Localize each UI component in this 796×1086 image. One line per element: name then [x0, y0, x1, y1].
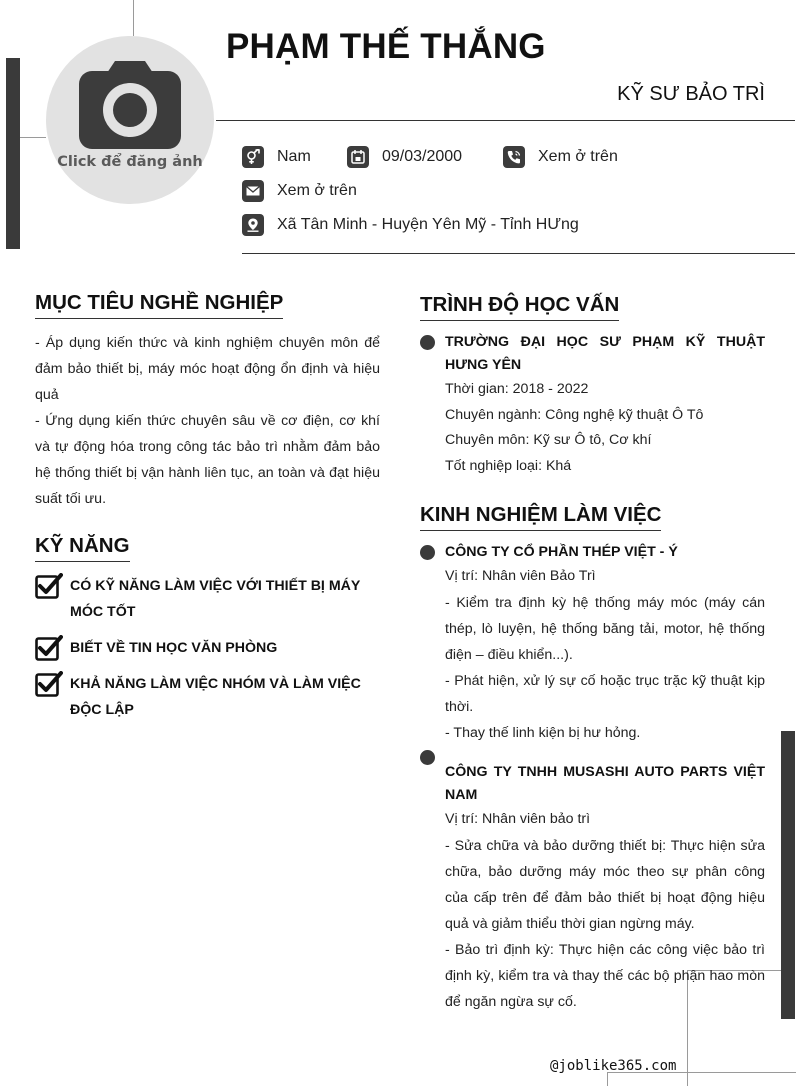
skill-item [35, 573, 380, 625]
candidate-name: PHẠM THẾ THẮNG [226, 27, 546, 66]
contact-phone [503, 146, 618, 168]
checkbox-icon [35, 671, 63, 697]
experience-title: KINH NGHIỆM LÀM VIỆC [420, 503, 661, 531]
skill-text: KHẢ NĂNG LÀM VIỆC NHÓM VÀ LÀM VIỆC ĐỘC LẬP [70, 676, 361, 718]
skills-title: KỸ NĂNG [35, 534, 130, 562]
objective-line: - Áp dụng kiến thức và kinh nghiệm chuyên môn để đảm bảo thiết bị, máy móc hoạt động ổn định và hiệu quả [35, 335, 380, 403]
email-icon [242, 180, 264, 202]
left-accent-bar [6, 58, 20, 249]
education-specialty: Chuyên môn: Kỹ sư Ô tô, Cơ khí [445, 432, 652, 448]
email-value: Xem ở trên [277, 182, 357, 199]
bullet-dot [420, 750, 435, 765]
school-name: TRƯỜNG ĐẠI HỌC SƯ PHẠM KỸ THUẬT HƯNG YÊN [445, 334, 765, 373]
calendar-icon [347, 146, 369, 168]
left-divider-line [20, 137, 46, 138]
bullet-dot [420, 335, 435, 350]
objective-title: MỤC TIÊU NGHỀ NGHIỆP [35, 291, 283, 319]
company-name: CÔNG TY TNHH MUSASHI AUTO PARTS VIỆT NAM [445, 764, 765, 803]
job-position: Vị trí: Nhân viên bảo trì [445, 811, 591, 827]
education-title: TRÌNH ĐỘ HỌC VẤN [420, 293, 619, 321]
phone-icon [503, 146, 525, 168]
camera-icon [79, 59, 181, 149]
skill-text: BIẾT VỀ TIN HỌC VĂN PHÒNG [70, 640, 278, 656]
job-detail: - Bảo trì định kỳ: Thực hiện các công việc bảo trì định kỳ, kiểm tra và thay thế các bộ phận hao mòn để ngăn ngừa sự cố. [445, 941, 765, 1010]
job-position: Vị trí: Nhân viên Bảo Trì [445, 568, 596, 584]
contact-email [242, 180, 357, 202]
checkbox-icon [35, 573, 63, 599]
watermark: @joblike365.com [550, 1058, 677, 1074]
top-divider-line [133, 0, 134, 36]
gender-value: Nam [277, 148, 311, 165]
location-icon [242, 214, 264, 236]
skill-text: CÓ KỸ NĂNG LÀM VIỆC VỚI THIẾT BỊ MÁY MÓC TỐT [70, 578, 361, 620]
education-entry [445, 331, 765, 479]
contact-birthday [347, 146, 462, 168]
objective-line: - Ứng dụng kiến thức chuyên sâu về cơ điện, cơ khí và tự động hóa trong công tác bảo trì nhằm đảm bảo hệ thống thiết bị vận hành liên tục, an toàn và đạt hiệu suất tối ưu. [35, 413, 380, 507]
experience-entry [445, 541, 765, 746]
skill-item [35, 671, 380, 723]
phone-value: Xem ở trên [538, 148, 618, 165]
contact-address [242, 214, 579, 236]
gender-icon [242, 146, 264, 168]
experience-entry [445, 761, 765, 1015]
objective-text [35, 330, 380, 512]
education-grade: Tốt nghiệp loại: Khá [445, 457, 572, 474]
bullet-dot [420, 545, 435, 560]
skill-item [35, 635, 380, 661]
job-detail: - Phát hiện, xử lý sự cố hoặc trục trặc kỹ thuật kịp thời. [445, 672, 765, 715]
corner-line [607, 1072, 608, 1086]
education-major: Chuyên ngành: Công nghệ kỹ thuật Ô Tô [445, 406, 704, 423]
job-title: KỸ SƯ BẢO TRÌ [617, 83, 765, 105]
checkbox-icon [35, 635, 63, 661]
avatar-upload[interactable] [46, 36, 214, 204]
education-time: Thời gian: 2018 - 2022 [445, 381, 589, 397]
avatar-upload-label: Click để đăng ảnh [57, 154, 203, 170]
contact-gender [242, 146, 311, 168]
job-detail: - Thay thế linh kiện bị hư hỏng. [445, 724, 641, 741]
company-name: CÔNG TY CỔ PHẦN THÉP VIỆT - Ý [445, 544, 678, 560]
right-accent-bar [781, 731, 795, 1019]
job-detail: - Kiểm tra định kỳ hệ thống máy móc (máy cán thép, lò luyện, hệ thống băng tải, motor, hệ thống điện – điều khiển...). [445, 594, 765, 663]
header-divider [216, 120, 795, 121]
job-detail: - Sửa chữa và bảo dưỡng thiết bị: Thực hiện sửa chữa, bảo dưỡng máy móc theo sự phân công của cấp trên để đảm bảo thiết bị hoạt động hiệu quả và giảm thiểu thời gian ngừng máy. [445, 837, 765, 932]
contact-divider [242, 253, 795, 254]
address-value: Xã Tân Minh - Huyện Yên Mỹ - Tỉnh HƯng [277, 216, 579, 233]
birthday-value: 09/03/2000 [382, 148, 463, 165]
